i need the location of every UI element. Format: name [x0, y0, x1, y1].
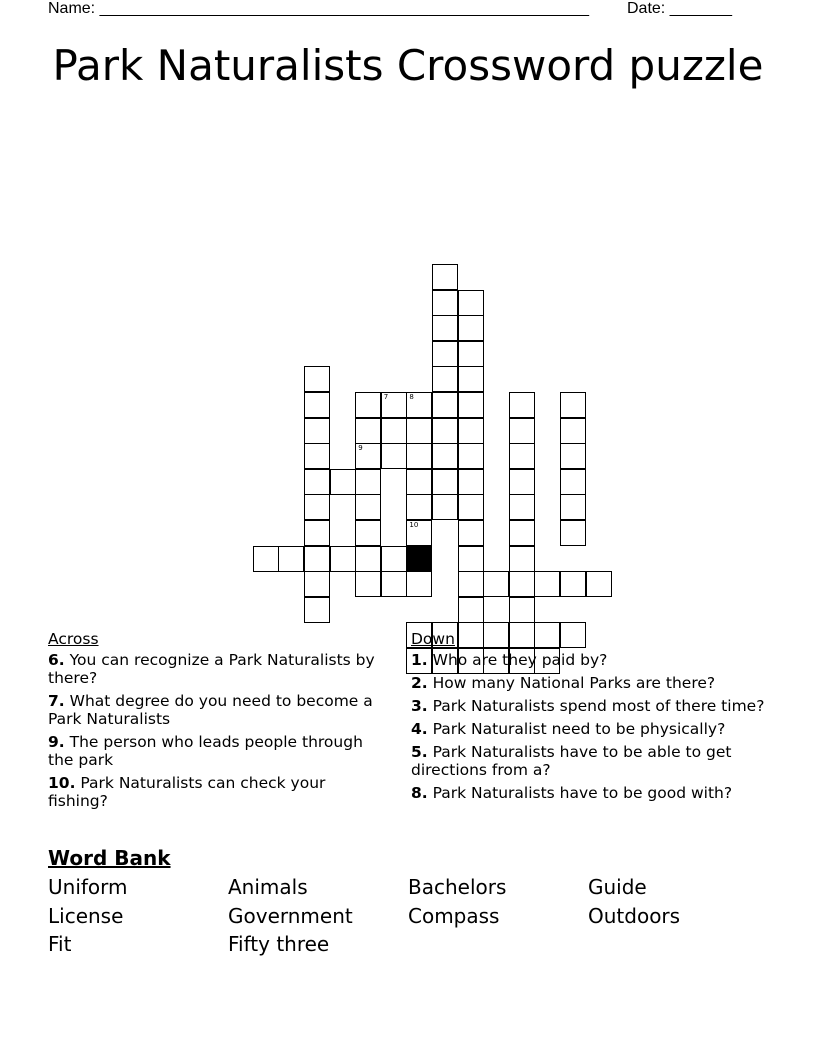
crossword-cell[interactable] [458, 418, 484, 444]
crossword-cell[interactable] [304, 418, 330, 444]
crossword-cell[interactable] [432, 366, 458, 392]
crossword-cell[interactable] [355, 469, 381, 495]
crossword-cell[interactable] [458, 597, 484, 623]
crossword-cell[interactable] [253, 546, 279, 572]
crossword-cell[interactable] [355, 418, 381, 444]
crossword-cell[interactable] [432, 264, 458, 290]
crossword-cell[interactable] [432, 290, 458, 316]
word-bank-item: Outdoors [588, 903, 681, 928]
across-clue-7: 7. What degree do you need to become a Park Naturalists [48, 692, 373, 728]
crossword-cell[interactable] [304, 546, 330, 572]
crossword-cell[interactable] [381, 443, 407, 469]
down-clue-2: 2. How many National Parks are there? [411, 674, 716, 692]
crossword-cell[interactable] [458, 469, 484, 495]
crossword-cell[interactable] [381, 392, 407, 418]
down-clues [411, 630, 771, 807]
down-heading: Down [411, 630, 455, 648]
across-heading: Across [48, 630, 99, 648]
word-bank-heading: Word Bank [48, 846, 171, 870]
crossword-cell[interactable] [381, 418, 407, 444]
clue-number: 7 [383, 393, 389, 401]
crossword-cell[interactable] [304, 597, 330, 623]
crossword-black-cell [406, 546, 432, 572]
crossword-cell[interactable] [304, 392, 330, 418]
crossword-cell[interactable] [509, 494, 535, 520]
crossword-cell[interactable] [458, 494, 484, 520]
crossword-cell[interactable] [304, 469, 330, 495]
crossword-cell[interactable] [509, 443, 535, 469]
crossword-cell[interactable] [304, 571, 330, 597]
down-clue-8: 8. Park Naturalists have to be good with? [411, 784, 733, 802]
crossword-cell[interactable] [355, 571, 381, 597]
crossword-cell[interactable] [278, 546, 304, 572]
crossword-cell[interactable] [432, 418, 458, 444]
crossword-cell[interactable] [304, 443, 330, 469]
crossword-cell[interactable] [509, 571, 535, 597]
crossword-cell[interactable] [560, 520, 586, 546]
crossword-cell[interactable] [304, 494, 330, 520]
down-clue-1: 1. Who are they paid by? [411, 651, 608, 669]
crossword-cell[interactable] [560, 571, 586, 597]
crossword-cell[interactable] [432, 341, 458, 367]
crossword-cell[interactable] [355, 392, 381, 418]
name-field[interactable]: Name: _______________________________________________________ [48, 0, 589, 17]
crossword-cell[interactable] [406, 418, 432, 444]
word-bank-item: Fit [48, 932, 72, 956]
word-bank-item: Bachelors [408, 875, 507, 899]
crossword-cell[interactable] [406, 494, 432, 520]
crossword-cell[interactable] [509, 469, 535, 495]
clue-number: 9 [358, 444, 363, 453]
across-clue-10: 10. Park Naturalists can check your fishing? [48, 774, 326, 810]
crossword-cell[interactable] [458, 571, 484, 597]
down-clue-3: 3. Park Naturalists spend most of there time? [411, 697, 765, 715]
clue-number: 8 [409, 393, 414, 401]
down-clue-5: 5. Park Naturalists have to be able to get directions from a? [411, 743, 732, 779]
word-bank-item: Government [228, 903, 353, 928]
clue-number: 10 [409, 521, 419, 529]
word-bank-item: Uniform [48, 875, 128, 899]
crossword-cell[interactable] [560, 494, 586, 520]
crossword-cell[interactable] [560, 443, 586, 469]
crossword-cell[interactable] [432, 494, 458, 520]
across-clue-6: 6. You can recognize a Park Naturalists by there? [48, 651, 375, 687]
crossword-cell[interactable] [458, 546, 484, 572]
crossword-cell[interactable] [509, 546, 535, 572]
word-bank-item: Fifty three [228, 932, 330, 956]
page-title: Park Naturalists Crossword puzzle [52, 41, 764, 90]
word-bank-item: Animals [228, 875, 308, 899]
crossword-cell[interactable] [432, 392, 458, 418]
word-bank [48, 873, 768, 959]
crossword-cell[interactable] [406, 392, 432, 418]
crossword-cell[interactable] [432, 469, 458, 495]
crossword-cell[interactable] [330, 469, 356, 495]
crossword-cell[interactable] [406, 469, 432, 495]
crossword-cell[interactable] [355, 520, 381, 546]
crossword-cell[interactable] [458, 392, 484, 418]
crossword-cell[interactable] [406, 571, 432, 597]
crossword-cell[interactable] [330, 546, 356, 572]
crossword-cell[interactable] [509, 392, 535, 418]
crossword-cell[interactable] [458, 443, 484, 469]
crossword-cell[interactable] [560, 469, 586, 495]
crossword-cell[interactable] [509, 520, 535, 546]
date-field[interactable]: Date: _______ [627, 0, 732, 17]
crossword-cell[interactable] [560, 392, 586, 418]
down-clue-4: 4. Park Naturalist need to be physically? [411, 720, 726, 738]
across-clues [48, 630, 388, 815]
crossword-cell[interactable] [534, 571, 560, 597]
crossword-cell[interactable] [509, 418, 535, 444]
crossword-cell[interactable] [560, 418, 586, 444]
crossword-cell[interactable] [304, 366, 330, 392]
crossword-cell[interactable] [355, 494, 381, 520]
crossword-cell[interactable] [432, 443, 458, 469]
word-bank-item: Guide [588, 875, 647, 899]
crossword-cell[interactable] [432, 315, 458, 341]
crossword-cell[interactable] [458, 290, 484, 316]
word-bank-item: Compass [408, 903, 500, 928]
crossword-cell[interactable] [458, 315, 484, 341]
crossword-cell[interactable] [586, 571, 612, 597]
word-bank-item: License [48, 903, 124, 928]
crossword-cell[interactable] [406, 520, 432, 546]
crossword-cell[interactable] [381, 546, 407, 572]
crossword-cell[interactable] [381, 571, 407, 597]
crossword-cell[interactable] [304, 520, 330, 546]
crossword-cell[interactable] [483, 571, 509, 597]
crossword-cell[interactable] [509, 597, 535, 623]
crossword-cell[interactable] [355, 443, 381, 469]
across-clue-9: 9. The person who leads people through the park [48, 733, 363, 769]
crossword-cell[interactable] [458, 520, 484, 546]
crossword-cell[interactable] [355, 546, 381, 572]
crossword-cell[interactable] [406, 443, 432, 469]
crossword-cell[interactable] [458, 366, 484, 392]
crossword-cell[interactable] [458, 341, 484, 367]
